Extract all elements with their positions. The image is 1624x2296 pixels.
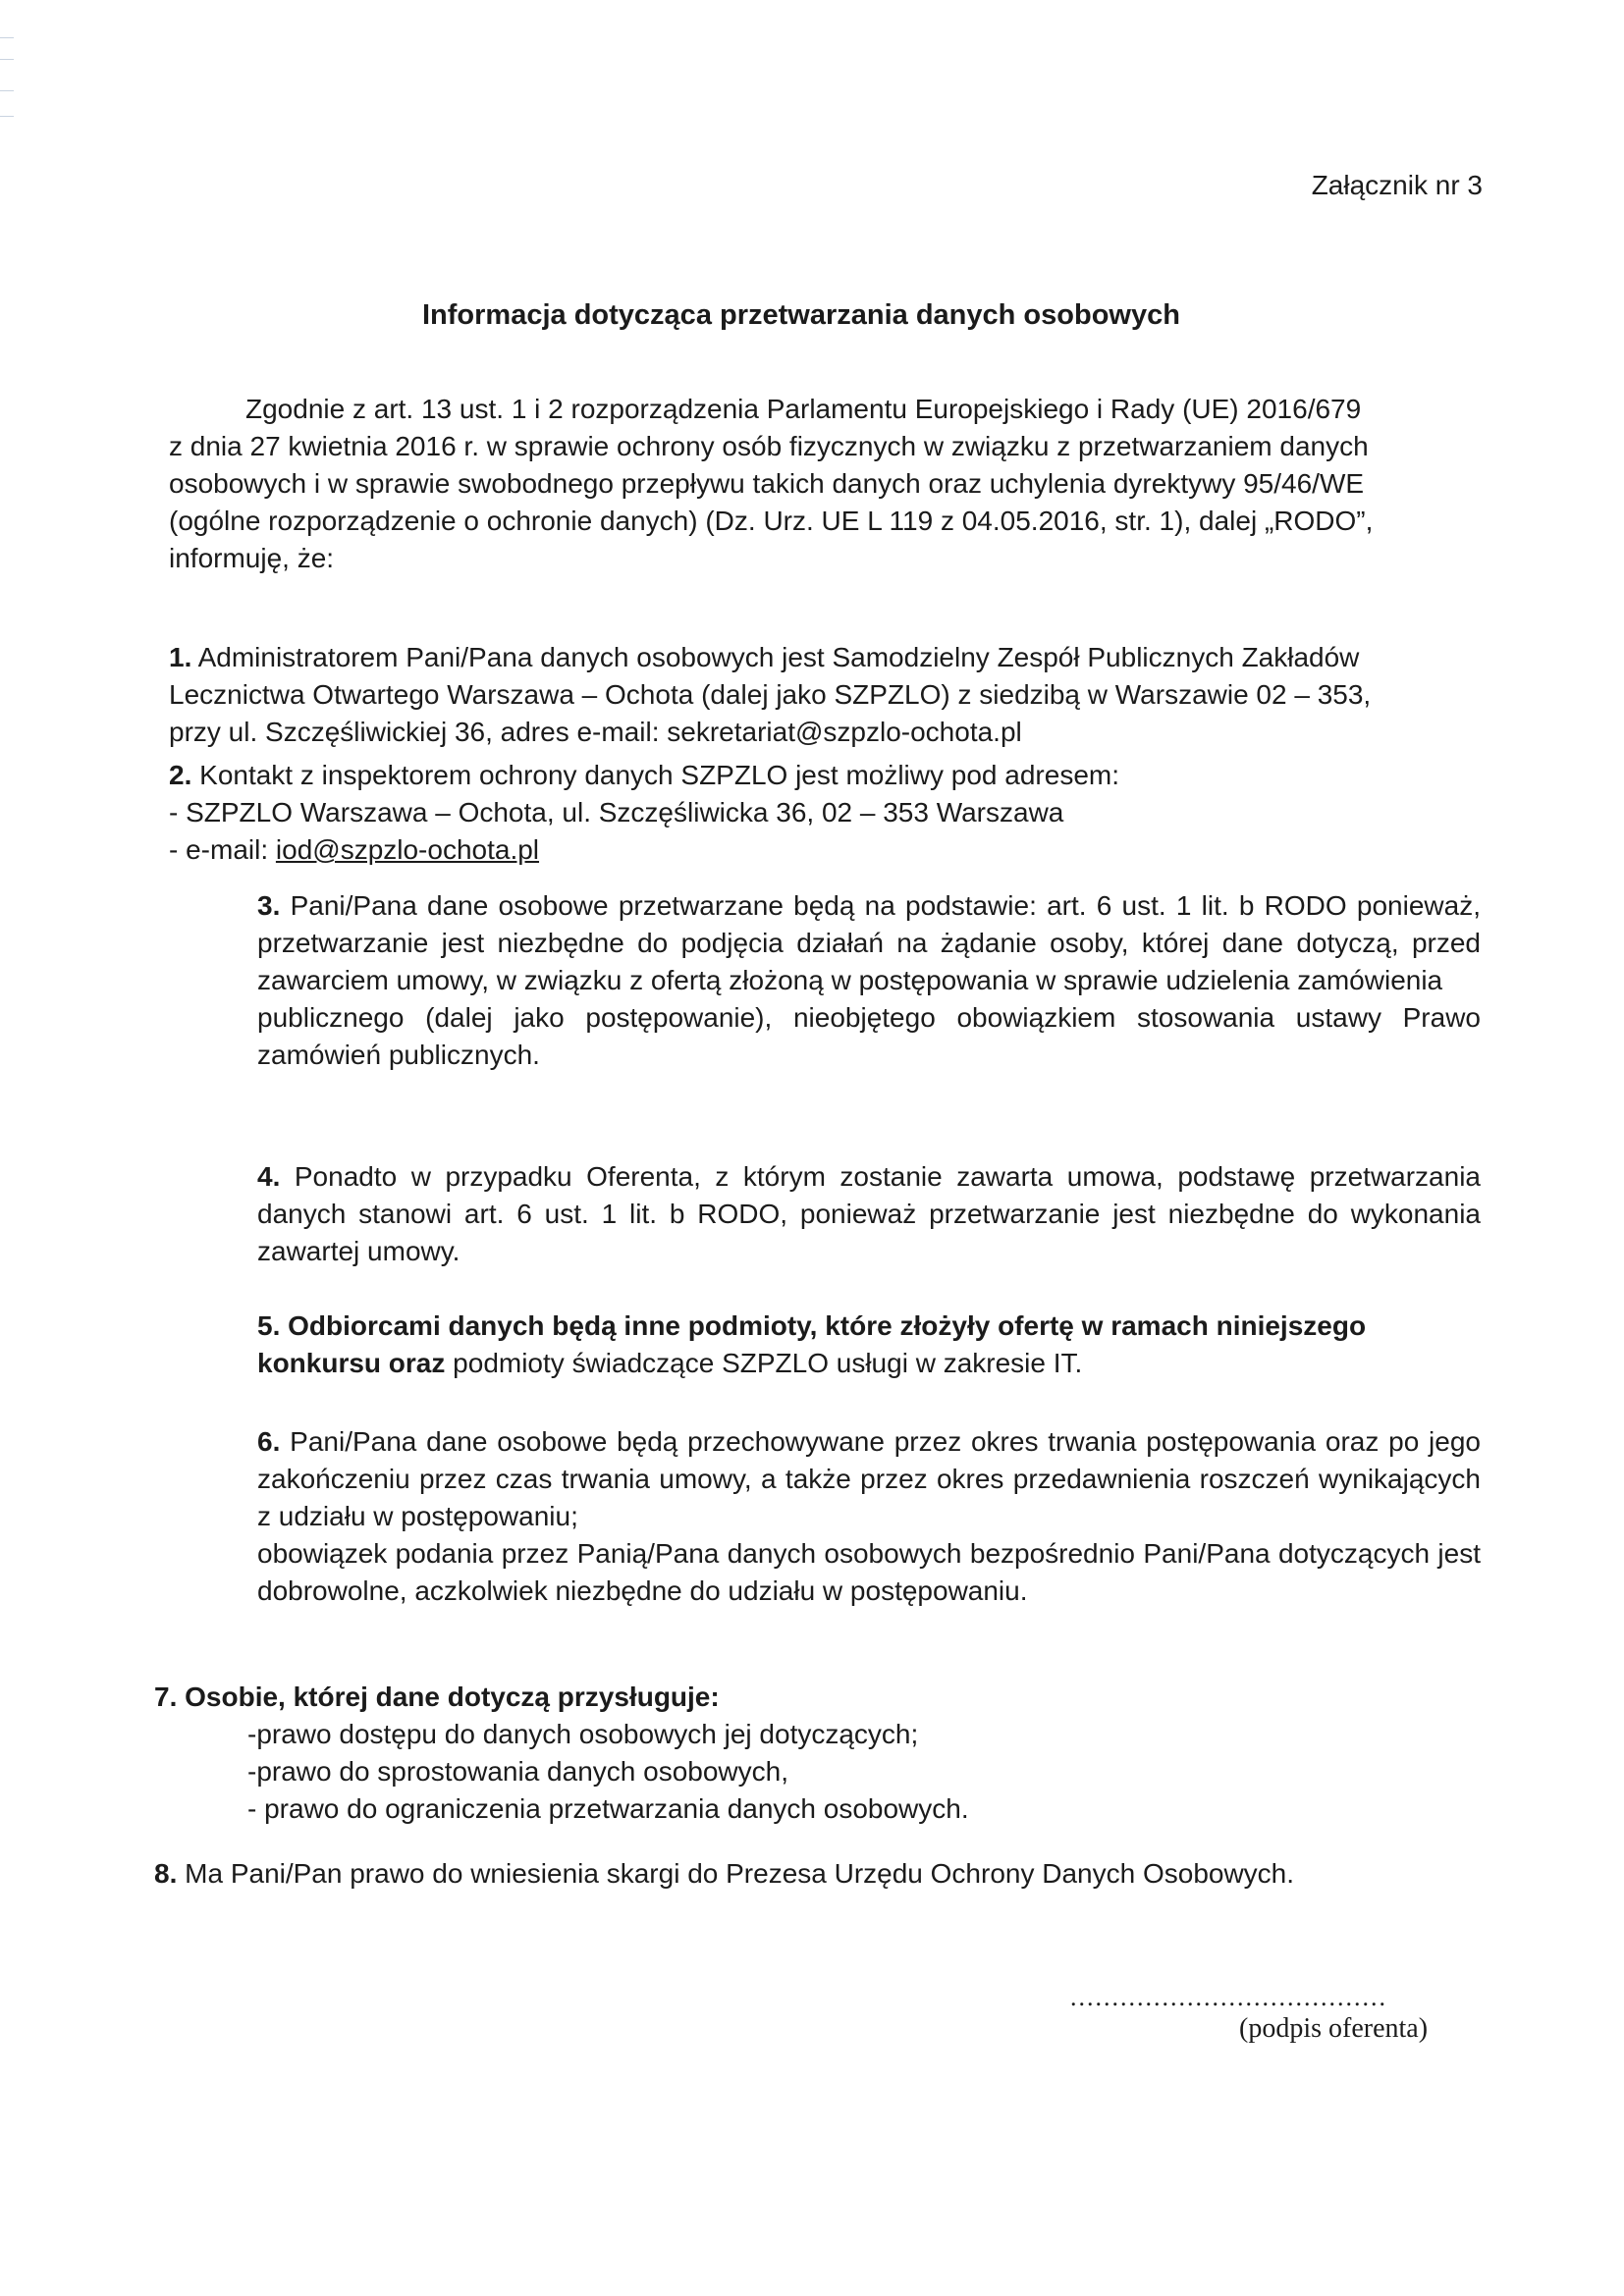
signature-line: ...................................... (1070, 1983, 1387, 2011)
section-number: 4. (257, 1161, 281, 1192)
section-bold-text: 5. Odbiorcami danych będą inne podmioty, które złożyły ofertę w ramach niniejszego konkursu oraz (257, 1310, 1367, 1378)
section-text: Administratorem Pani/Pana danych osobowych jest Samodzielny Zespół Publicznych Zakładów (191, 642, 1360, 672)
section-text: obowiązek podania przez Panią/Pana danych osobowych bezpośrednio Pani/Pana dotyczących jest dobrowolne, aczkolwiek niezbędne do udziału w postępowaniu. (257, 1538, 1481, 1606)
annex-label: Załącznik nr 3 (1311, 170, 1483, 200)
section-text: Ponadto w przypadku Oferenta, z którym zostanie zawarta umowa, podstawę przetwarzania danych stanowi art. 6 ust. 1 lit. b RODO, ponieważ przetwarzanie jest niezbędne do wykonania zawartej umowy. (257, 1161, 1481, 1266)
section-4 (257, 1158, 1481, 1270)
section-text: podmioty świadczące SZPZLO usługi w zakresie IT. (445, 1348, 1083, 1378)
section-1 (169, 639, 1483, 751)
intro-line: Zgodnie z art. 13 ust. 1 i 2 rozporządzenia Parlamentu Europejskiego i Rady (UE) 2016/679 (245, 394, 1362, 424)
section-text: - SZPZLO Warszawa – Ochota, ul. Szczęśliwicka 36, 02 – 353 Warszawa (169, 797, 1064, 828)
section-6 (257, 1423, 1481, 1610)
intro-paragraph (169, 391, 1483, 577)
rights-list-item: -prawo dostępu do danych osobowych jej dotyczących; (247, 1719, 919, 1749)
signature-label: (podpis oferenta) (1239, 2013, 1429, 2044)
section-2 (169, 757, 1483, 869)
section-text: - e-mail: (169, 834, 276, 865)
scan-edge-mark (0, 59, 14, 60)
section-5 (257, 1308, 1481, 1382)
page-title: Informacja dotycząca przetwarzania danych osobowych (422, 299, 1180, 331)
section-text: przy ul. Szczęśliwickiej 36, adres e-mail: sekretariat@szpzlo-ochota.pl (169, 717, 1022, 747)
intro-line: osobowych i w sprawie swobodnego przepływu takich danych oraz uchylenia dyrektywy 95/46/WE (169, 468, 1365, 499)
section-text: publicznego (dalej jako postępowanie), nieobjętego obowiązkiem stosowania ustawy Prawo zamówień publicznych. (257, 1002, 1481, 1070)
scan-edge-mark (0, 37, 14, 38)
section-text: Lecznictwa Otwartego Warszawa – Ochota (dalej jako SZPZLO) z siedzibą w Warszawie 02 – 353, (169, 679, 1372, 710)
section-text: Pani/Pana dane osobowe przetwarzane będą na podstawie: art. 6 ust. 1 lit. b RODO ponieważ, przetwarzanie jest niezbędne do podjęcia działań na żądanie osoby, której dane dotyczą, przed zawarciem umowy, w związku z ofertą złożoną w postępowania w sprawie udzielenia zamówienia (257, 890, 1481, 995)
section-text: Kontakt z inspektorem ochrony danych SZPZLO jest możliwy pod adresem: (191, 760, 1119, 790)
section-text: Ma Pani/Pan prawo do wniesienia skargi do Prezesa Urzędu Ochrony Danych Osobowych. (177, 1858, 1295, 1889)
scan-edge-mark (0, 90, 14, 91)
section-number: 8. (154, 1858, 178, 1889)
intro-line: informuję, że: (169, 543, 335, 573)
scan-edge-mark (0, 116, 14, 117)
section-3 (257, 887, 1481, 1074)
section-8 (154, 1855, 1509, 1893)
intro-line: z dnia 27 kwietnia 2016 r. w sprawie ochrony osób fizycznych w związku z przetwarzaniem danych (169, 431, 1369, 461)
rights-list-item: - prawo do ograniczenia przetwarzania danych osobowych. (247, 1793, 969, 1824)
section-number: 3. (257, 890, 281, 921)
section-text: Pani/Pana dane osobowe będą przechowywane przez okres trwania postępowania oraz po jego zakończeniu przez czas trwania umowy, a także przez okres przedawnienia roszczeń wynikających z udziału w postępowaniu; (257, 1426, 1481, 1531)
section-number: 6. (257, 1426, 281, 1457)
dpo-email-link[interactable]: iod@szpzlo-ochota.pl (275, 834, 540, 865)
section-number: 1. (169, 642, 192, 672)
rights-list-item: -prawo do sprostowania danych osobowych, (247, 1756, 788, 1787)
intro-line: (ogólne rozporządzenie o ochronie danych) (Dz. Urz. UE L 119 z 04.05.2016, str. 1), dalej „RODO”, (169, 506, 1374, 536)
section-7 (154, 1679, 1431, 1828)
section-number: 2. (169, 760, 192, 790)
section-heading: 7. Osobie, której dane dotyczą przysługuje: (154, 1682, 720, 1712)
